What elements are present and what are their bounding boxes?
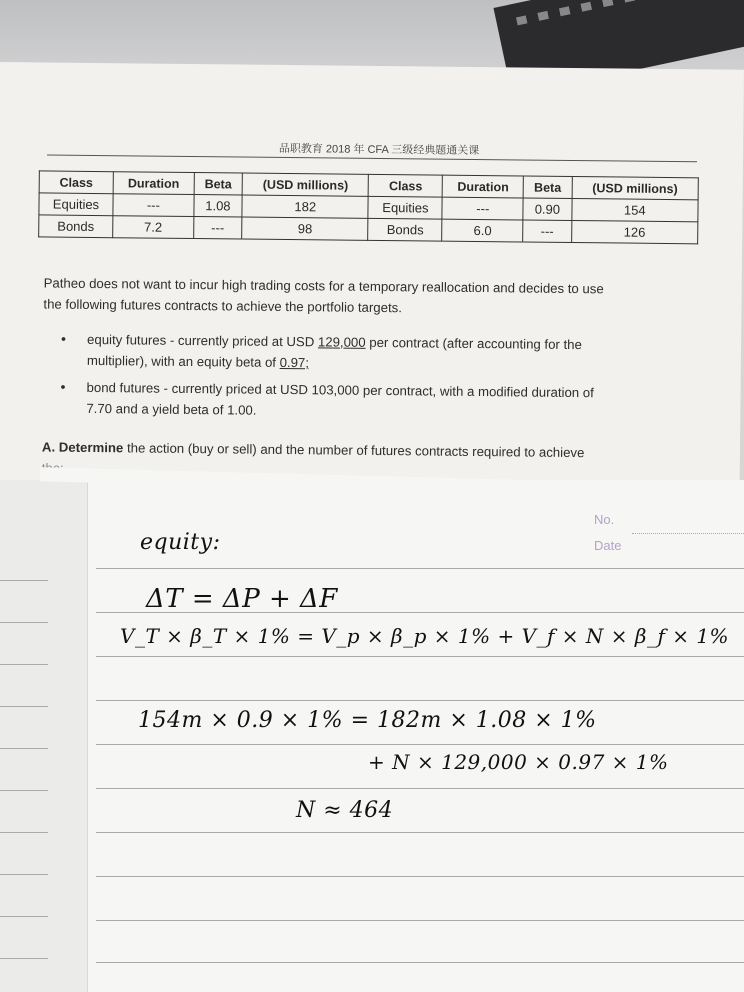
- bullet-text-part: bond futures - currently priced at USD 103,000 per contract, with a modified duration of: [86, 379, 594, 401]
- table-cell: 98: [242, 217, 369, 240]
- table-cell: ---: [523, 220, 572, 243]
- no-dotted-line: [632, 533, 744, 534]
- bullet-text: [67, 329, 707, 378]
- margin-rule: [0, 580, 48, 581]
- notebook-rule: [96, 920, 744, 921]
- table-cell: ---: [193, 217, 242, 240]
- margin-rule: [0, 958, 48, 959]
- intro-paragraph: [43, 272, 703, 321]
- printed-page: [0, 62, 744, 510]
- table-cell: 0.90: [523, 198, 572, 221]
- table-cell: 154: [571, 198, 698, 221]
- table-cell: Bonds: [39, 215, 113, 238]
- notebook-rule: [96, 744, 744, 745]
- table-cell: 126: [571, 220, 698, 243]
- bullet-text: [66, 377, 706, 426]
- col-header: (USD millions): [572, 176, 699, 199]
- notebook-rule: [96, 656, 744, 657]
- col-header: Class: [369, 174, 443, 197]
- notebook-rule: [96, 700, 744, 701]
- intro-line: the following futures contracts to achieve the portfolio targets.: [43, 296, 402, 316]
- margin-rule: [0, 874, 48, 875]
- bullet-text-part: per contract (after accounting for the: [365, 334, 582, 353]
- question-bold: A. Determine: [41, 439, 124, 456]
- bullet-bond-futures: [60, 377, 706, 426]
- col-header: Duration: [443, 175, 524, 198]
- col-header: Class: [39, 171, 113, 194]
- col-header: Beta: [523, 176, 572, 199]
- margin-rule: [0, 664, 48, 665]
- bullet-equity-futures: [61, 329, 707, 378]
- notebook-rule: [96, 962, 744, 963]
- underlined-beta: 0.97;: [279, 354, 310, 371]
- notebook-page: [0, 480, 744, 992]
- table-cell: 1.08: [194, 195, 243, 218]
- handwriting-line-5: + N × 129,000 × 0.97 × 1%: [368, 750, 669, 774]
- notebook-rule: [96, 788, 744, 789]
- bullet-dot: •: [60, 378, 66, 395]
- col-header: (USD millions): [242, 173, 369, 196]
- handwriting-line-3: V_T × β_T × 1% = V_p × β_p × 1% + V_f × N × β_f × 1%: [120, 624, 730, 648]
- col-header: Duration: [113, 172, 194, 195]
- table-cell: Equities: [39, 193, 113, 216]
- margin-rule: [0, 916, 48, 917]
- bullet-text-part: multiplier), with an equity beta of: [86, 352, 280, 370]
- table-cell: 7.2: [113, 216, 194, 239]
- handwriting-line-2: ΔT = ΔP + ΔF: [146, 584, 338, 614]
- margin-rule: [0, 832, 48, 833]
- question-text: the action (buy or sell) and the number of futures contracts required to achieve: [123, 440, 585, 461]
- bullet-text-part: equity futures - currently priced at USD: [87, 331, 319, 350]
- portfolio-table: [38, 170, 699, 244]
- handwriting-line-6: N ≈ 464: [296, 798, 394, 823]
- table-cell: Bonds: [368, 218, 442, 241]
- bullet-dot: •: [61, 330, 67, 347]
- page-header: 品职教育 2018 年 CFA 三级经典题通关课: [278, 142, 480, 158]
- handwriting-line-1: equity:: [140, 530, 221, 555]
- notebook-rule: [96, 568, 744, 569]
- margin-rule: [0, 790, 48, 791]
- margin-rule: [0, 748, 48, 749]
- table-cell: ---: [113, 194, 194, 217]
- handwriting-line-4: 154m × 0.9 × 1% = 182m × 1.08 × 1%: [138, 708, 597, 733]
- bullet-text-part: 7.70 and a yield beta of 1.00.: [86, 400, 257, 418]
- margin-rule: [0, 706, 48, 707]
- underlined-price: 129,000: [317, 334, 366, 350]
- table-cell: 6.0: [442, 219, 523, 242]
- notebook-rule: [96, 832, 744, 833]
- col-header: Beta: [194, 173, 243, 196]
- date-label: Date: [594, 538, 622, 553]
- table-cell: ---: [442, 197, 523, 220]
- margin-rule: [0, 622, 48, 623]
- no-label: No.: [594, 512, 615, 527]
- table-cell: Equities: [368, 196, 442, 219]
- table-cell: 182: [242, 195, 369, 218]
- notebook-rule: [96, 876, 744, 877]
- intro-line: Patheo does not want to incur high trading costs for a temporary reallocation and decides to use: [43, 275, 604, 297]
